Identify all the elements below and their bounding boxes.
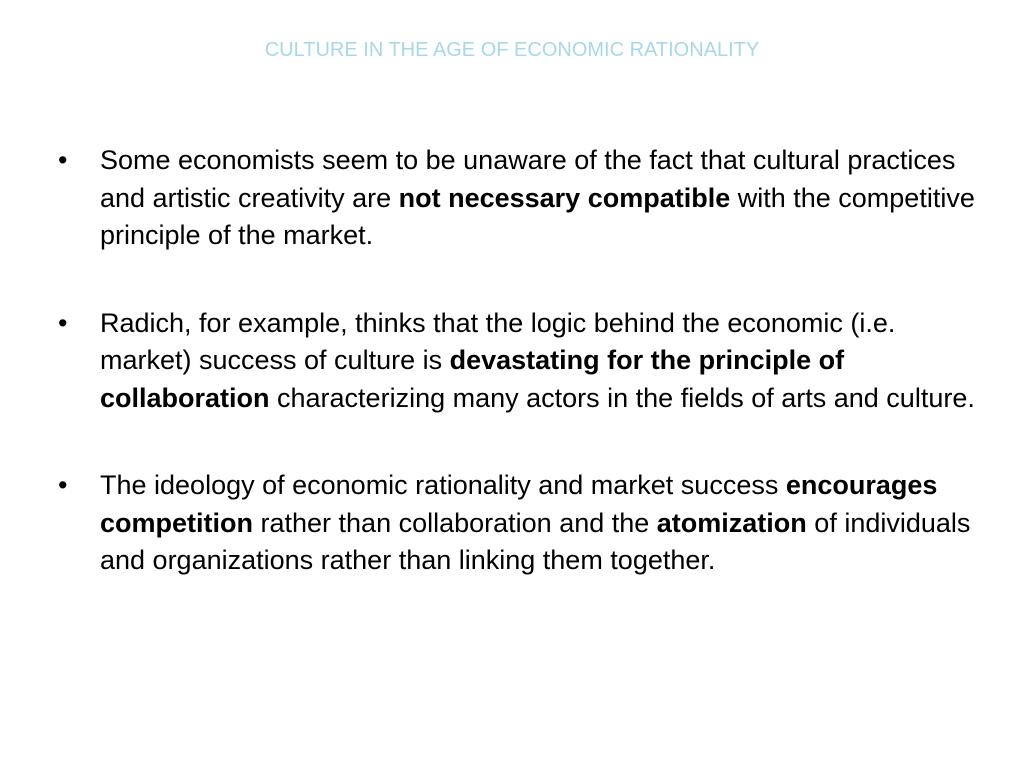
bullet-text <box>100 308 975 413</box>
text-segment: with the competitive principle of the market. <box>100 182 975 250</box>
text-segment: characterizing many actors in the fields of arts and culture. <box>269 382 975 413</box>
bullet-item <box>58 467 978 580</box>
bullet-list <box>58 142 978 630</box>
text-segment: Some economists seem to be unaware of the fact that cultural practices and artistic creativity are <box>100 145 956 213</box>
bold-text-segment: not necessary compatible <box>398 182 731 213</box>
bullet-text <box>100 470 970 575</box>
bold-text-segment: devastating for the principle of collaboration <box>100 345 845 413</box>
text-segment: rather than collaboration and the <box>253 507 657 538</box>
text-segment: Radich, for example, thinks that the logic behind the economic (i.e. market) success of culture is <box>100 307 896 375</box>
bullet-icon: • <box>58 307 68 338</box>
text-segment: of individuals and organizations rather than linking them together. <box>100 507 971 575</box>
bullet-item <box>58 142 978 255</box>
bold-text-segment: encourages competition <box>100 470 938 538</box>
text-segment: The ideology of economic rationality and market success <box>100 470 786 500</box>
bullet-icon: • <box>58 470 68 500</box>
bullet-icon: • <box>58 145 68 175</box>
slide-title: CULTURE IN THE AGE OF ECONOMIC RATIONALITY <box>264 39 760 61</box>
bullet-item <box>58 305 978 418</box>
bullet-text <box>100 145 975 250</box>
bold-text-segment: atomization <box>656 507 807 538</box>
